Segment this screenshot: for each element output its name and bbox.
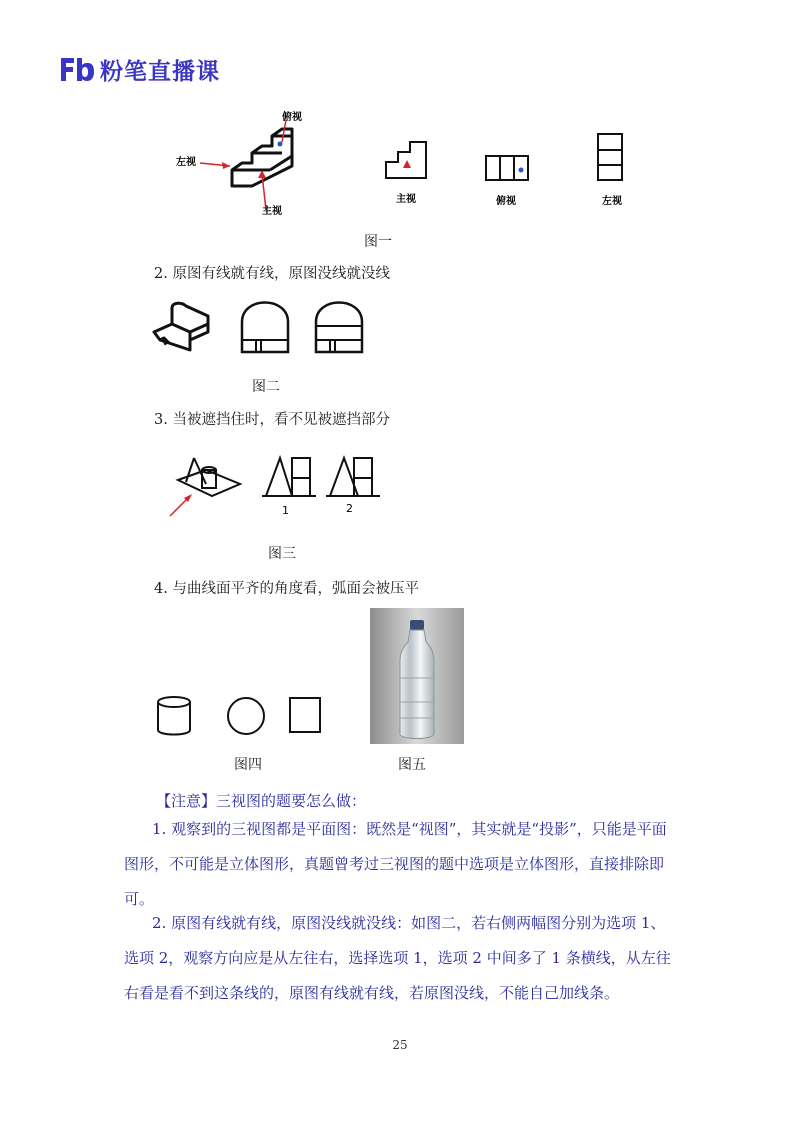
figure-2-illustration <box>150 300 370 360</box>
top-view-arrow <box>282 120 286 142</box>
bottle-photo <box>370 608 464 744</box>
section-2-heading: 2. 原图有线就有线，原图没线就没线 <box>154 266 390 282</box>
section-4-heading: 4. 与曲线面平齐的角度看，弧面会被压平 <box>154 581 419 597</box>
bottle-cap <box>410 620 424 630</box>
circle-shape <box>228 698 264 734</box>
figure-1-caption: 图一 <box>364 234 392 250</box>
figure-5-caption: 图五 <box>398 757 426 773</box>
option-1-number: 1 <box>282 504 289 517</box>
left-view-shape <box>598 134 622 180</box>
square-shape <box>290 698 320 732</box>
front-view-shape <box>386 142 426 178</box>
note-title: 【注意】三视图的题要怎么做： <box>156 792 367 810</box>
cone-cylinder-3d <box>178 458 240 496</box>
figure-3-caption: 图三 <box>268 546 296 562</box>
option-2-shape <box>326 458 380 496</box>
view-top-label: 俯视 <box>496 196 516 207</box>
label-front: 主视 <box>262 206 282 217</box>
label-top: 俯视 <box>282 112 302 123</box>
bracket-3d <box>154 303 208 350</box>
fb-logo-icon <box>58 54 94 84</box>
option-1-shape <box>242 303 288 353</box>
figure-3-illustration <box>166 450 396 522</box>
option-2-shape <box>316 303 362 353</box>
bottle-body <box>400 630 434 739</box>
view-left-label: 左视 <box>602 196 622 207</box>
view-front-label: 主视 <box>396 194 416 205</box>
figure-1-illustration <box>170 108 640 220</box>
logo-text: 粉笔直播课 <box>100 58 220 85</box>
figure-2-caption: 图二 <box>252 379 280 395</box>
note-paragraph-1: 1. 观察到的三视图都是平面图：既然是“视图”，其实就是“投影”，只能是平面图形，不可能是立体图形，真题曾考过三视图的题中选项是立体图形，直接排除即可。 <box>124 820 667 908</box>
figure-4-illustration <box>150 690 330 738</box>
page-number: 25 <box>392 1038 408 1052</box>
brand-logo <box>58 52 220 86</box>
option-1-shape <box>262 458 316 496</box>
section-3-heading: 3. 当被遮挡住时，看不见被遮挡部分 <box>154 412 390 428</box>
figure-4-caption: 图四 <box>234 757 262 773</box>
label-left: 左视 <box>176 157 196 168</box>
option-2-number: 2 <box>346 502 353 515</box>
note-paragraph-2: 2. 原图有线就有线，原图没线就没线：如图二，若右侧两幅图分别为选项 1、选项 2，观察方向应是从左往右，选择选项 1，选项 2 中间多了 1 条横线，从左往右看是看不到这条线的，原图有线就有线，若原图没线，不能自己加线条。 <box>124 914 671 1002</box>
